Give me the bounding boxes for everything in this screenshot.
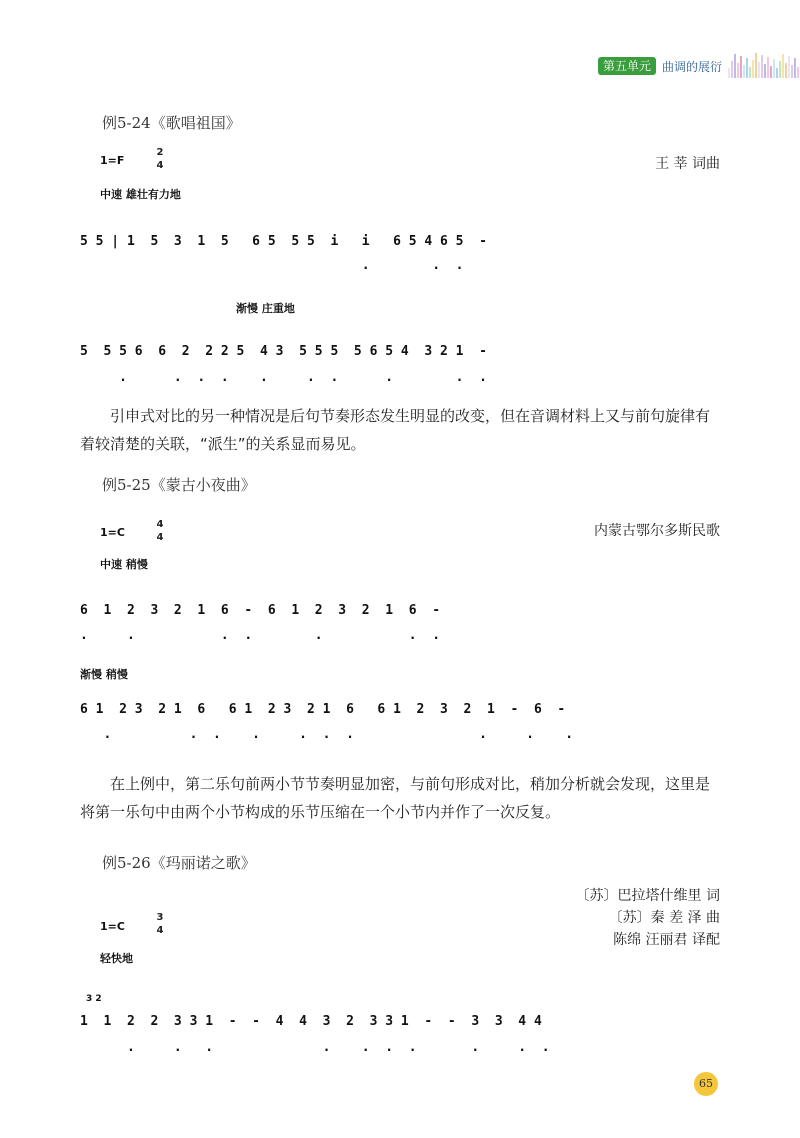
header-color-bar [782,54,784,78]
example-5-26-credit-music: 〔苏〕秦 差 泽 曲 [608,910,720,926]
example-5-25-tempo: 中速 稍慢 [100,558,148,571]
example-5-25-credit: 内蒙古鄂尔多斯民歌 [594,523,720,539]
header-color-bar [737,63,739,78]
header-color-bar [788,56,790,78]
header-color-bar [767,57,769,78]
example-5-24-line-2-octave-dots: . . . . . . . . . . [80,370,487,385]
example-5-24-time-top: 2 [156,147,164,158]
header-color-bar [764,64,766,78]
header-color-bar [797,67,799,78]
example-5-26-line-1-octave-dots: . . . . . . . . . . [80,1040,550,1055]
example-5-26-credit-lyrics: 〔苏〕巴拉塔什维里 词 [575,888,720,904]
header-color-bar [734,54,736,78]
header-color-bar [746,58,748,78]
example-5-25-line-1-notes: 6 1 2 3 2 1 6 - 6 1 2 3 2 1 6 - [80,603,441,618]
example-5-26-time-top: 3 [156,912,164,923]
example-5-26-tempo: 轻快地 [100,952,133,965]
header-color-bar [731,61,733,78]
body-paragraph-1: 引申式对比的另一种情况是后句节奏形态发生明显的改变，但在音调材料上又与前句旋律有着较清楚的关联，“派生”的关系显而易见。 [80,407,711,453]
example-5-26-line-1-notes: 1 1 2 2 3 3 1 - - 4 4 3 2 3 3 1 - - 3 3 4 4 [80,1014,542,1029]
example-5-24-key: 1=F [100,154,125,167]
example-5-26-time-bottom: 4 [156,925,164,936]
example-5-25-line-2-octave-dots: . . . . . . . . . . [80,727,574,742]
example-5-24-line-2-notes: 5 5 5 6 6 2 2 2 5 4 3 5 5 5 5 6 5 4 3 2 1 - [80,344,487,359]
example-5-25-caption: 例5-25《蒙古小夜曲》 [102,476,256,494]
header-color-bar [779,61,781,78]
example-5-24-credit: 王 莘 词曲 [655,156,720,172]
example-5-24-line-2-annotation: 渐慢 庄重地 [236,302,295,315]
body-paragraph-2: 在上例中，第二乐句前两小节节奏明显加密，与前句形成对比，稍加分析就会发现，这里是将第一乐句中由两个小节构成的乐节压缩在一个小节内并作了一次反复。 [80,775,711,821]
example-5-25-line-2-notes: 6 1 2 3 2 1 6 6 1 2 3 2 1 6 6 1 2 3 2 1 - 6 - [80,702,566,717]
example-5-26-pickup: 3 2 [86,994,102,1004]
header-color-bar [752,60,754,78]
header-color-bar [761,55,763,78]
example-5-24-caption: 例5-24《歌唱祖国》 [102,114,241,132]
header-color-bar [749,67,751,78]
example-5-26-credit-translation: 陈绵 汪丽君 译配 [613,932,720,948]
example-5-25-time-bottom: 4 [156,532,164,543]
example-5-25-key: 1=C [100,526,125,539]
example-5-25-line-2-annotation: 渐慢 稍慢 [80,668,128,681]
header-color-bar [728,68,730,78]
example-5-25-time-top: 4 [156,519,164,530]
unit-badge: 第五单元 [598,57,656,75]
example-5-24-line-1-notes: 5 5 | 1 5 3 1 5 6 5 5 5 i i 6 5 4 6 5 - [80,234,487,249]
header-color-bar [755,53,757,78]
header-color-bar [740,56,742,78]
example-5-24-tempo: 中速 雄壮有力地 [100,188,181,201]
header-color-bar [773,59,775,78]
example-5-26-key: 1=C [100,920,125,933]
example-5-25-line-1-octave-dots: . . . . . . . [80,628,441,643]
header-color-bars-decoration [728,52,800,78]
header-color-bar [791,65,793,78]
chapter-title: 曲调的展衍 [662,60,723,74]
page-number: 65 [694,1072,718,1096]
header-color-bar [770,66,772,78]
page-header [0,52,800,78]
header-color-bar [785,63,787,78]
header-color-bar [743,65,745,78]
example-5-24-time-bottom: 4 [156,160,164,171]
header-color-bar [758,62,760,78]
header-color-bar [776,68,778,78]
example-5-24-line-1-octave-dots: . . . [80,258,464,273]
header-color-bar [794,58,796,78]
example-5-26-caption: 例5-26《玛丽诺之歌》 [102,854,256,872]
